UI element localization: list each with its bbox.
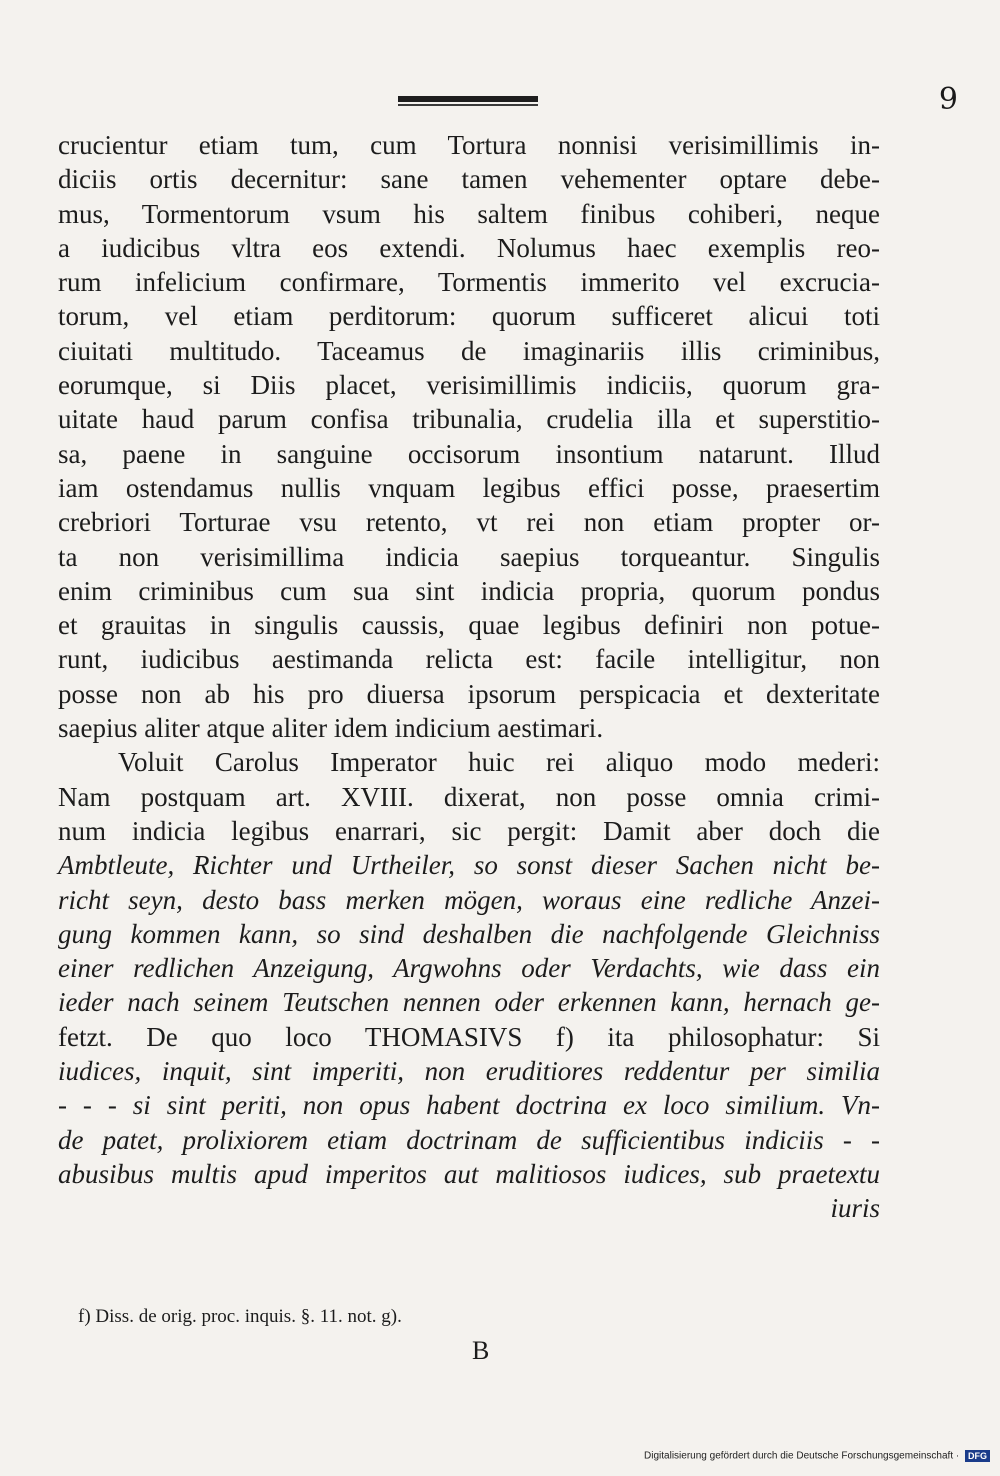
text-line: num indicia legibus enarrari, sic pergit: Damit aber doch die	[58, 815, 880, 846]
text-line: abusibus multis apud imperitos aut malitiosos iudices, sub praetextu	[58, 1158, 880, 1189]
text-line: torum, vel etiam perditorum: quorum sufficeret alicui toti	[58, 301, 880, 332]
catchword: iuris	[830, 1193, 880, 1224]
text-line: Ambtleute, Richter und Urtheiler, so sonst dieser Sachen nicht be-	[58, 850, 880, 881]
text-line: posse non ab his pro diuersa ipsorum perspicacia et dexteritate	[58, 678, 880, 709]
text-line: rum infelicium confirmare, Tormentis immerito vel excrucia-	[58, 267, 880, 298]
text-line: runt, iudicibus aestimanda relicta est: facile intelligitur, non	[58, 644, 880, 675]
body-text	[58, 128, 880, 1226]
text-line: richt seyn, desto bass merken mögen, woraus eine redliche Anzei-	[58, 884, 880, 915]
credit-text: Digitalisierung gefördert durch die Deutsche Forschungsgemeinschaft ·	[644, 1450, 960, 1462]
text-line: a iudicibus vltra eos extendi. Nolumus haec exemplis reo-	[58, 232, 880, 263]
text-line: sa, paene in sanguine occisorum insontium natarunt. Illud	[58, 438, 880, 469]
text-line: - - - si sint periti, non opus habent doctrina ex loco similium. Vn-	[58, 1090, 880, 1121]
text-line: mus, Tormentorum vsum his saltem finibus cohiberi, neque	[58, 198, 880, 229]
footnote: f) Diss. de orig. proc. inquis. §. 11. not. g).	[78, 1306, 402, 1327]
text-line: gung kommen kann, so sind deshalben die nachfolgende Gleichniss	[58, 918, 880, 949]
text-line: ciuitati multitudo. Taceamus de imaginariis illis criminibus,	[58, 335, 880, 366]
text-line: saepius aliter atque aliter idem indicium aestimari.	[58, 713, 604, 744]
header-rule	[398, 96, 538, 102]
text-line: Nam postquam art. XVIII. dixerat, non posse omnia crimi-	[58, 781, 880, 812]
text-line: einer redlichen Anzeigung, Argwohns oder Verdachts, wie dass ein	[58, 953, 880, 984]
text-line: crucientur etiam tum, cum Tortura nonnisi verisimillimis in-	[58, 130, 880, 160]
text-line: iam ostendamus nullis vnquam legibus effici posse, praesertim	[58, 472, 880, 503]
text-line: fetzt. De quo loco THOMASIVS f) ita philosophatur: Si	[58, 1021, 880, 1052]
text-line: iudices, inquit, sint imperiti, non eruditiores reddentur per similia	[58, 1056, 880, 1087]
text-line: ta non verisimillima indicia saepius torqueantur. Singulis	[58, 541, 880, 572]
text-line: ieder nach seinem Teutschen nennen oder erkennen kann, hernach ge-	[58, 987, 880, 1018]
text-line: et grauitas in singulis caussis, quae legibus definiri non potue-	[58, 610, 880, 641]
text-line: de patet, prolixiorem etiam doctrinam de sufficientibus indiciis - -	[58, 1124, 880, 1155]
text-line: Voluit Carolus Imperator huic rei aliquo modo mederi:	[118, 747, 880, 778]
dfg-logo: DFG	[965, 1450, 990, 1462]
signature-mark: B	[472, 1336, 490, 1365]
text-line: eorumque, si Diis placet, verisimillimis indiciis, quorum gra-	[58, 370, 880, 401]
text-line: uitate haud parum confisa tribunalia, crudelia illa et superstitio-	[58, 404, 880, 435]
digitization-credit	[644, 1450, 990, 1462]
page-number: 9	[938, 82, 958, 117]
header-rule-thin	[398, 104, 538, 106]
text-line: enim criminibus cum sua sint indicia propria, quorum pondus	[58, 575, 880, 606]
text-line: crebriori Torturae vsu retento, vt rei non etiam propter or-	[58, 507, 880, 538]
text-line: diciis ortis decernitur: sane tamen vehementer optare debe-	[58, 164, 880, 195]
